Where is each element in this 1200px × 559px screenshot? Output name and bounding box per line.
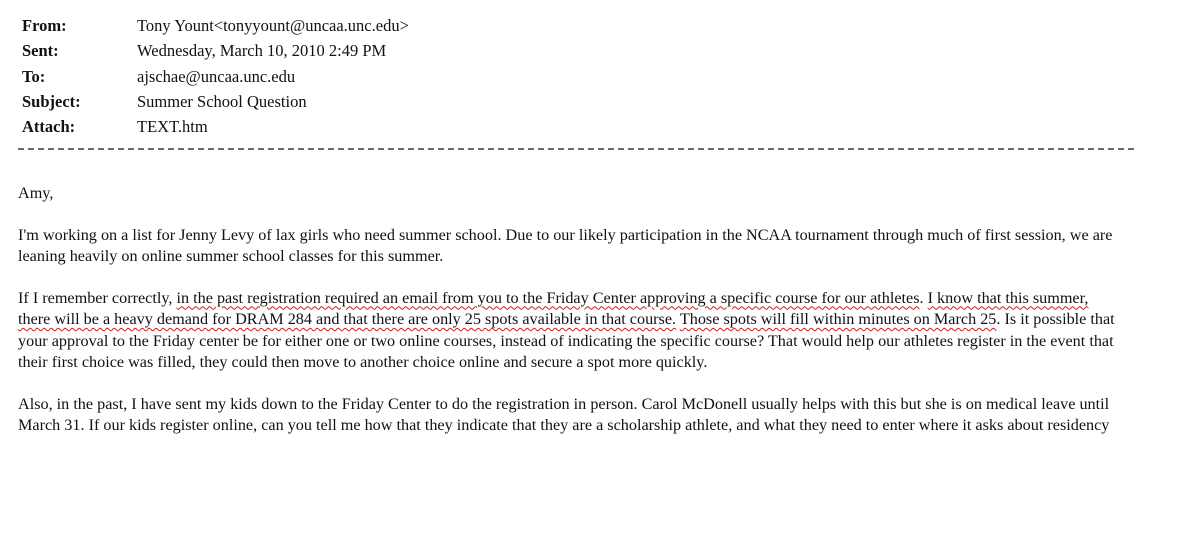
paragraph-3: Also, in the past, I have sent my kids down to the Friday Center to do the registration in person. Carol McDonell usually helps with this but she is on medical leave until March 31. If our kids register online, can you tell me how that they indicate that they are a scholarship athlete, and what they need to enter where it asks about residency xyxy=(18,394,1110,434)
paragraph-2-text-d: . Is it possible that your approval to the Friday center be for either one or two online courses, instead of indicating the specific course? That would help our athletes register in the event that their first choice was filled, they could then move to another choice online and secure a spot more quickly. xyxy=(18,310,1115,371)
greeting: Amy, xyxy=(18,184,54,202)
attach-label: Attach: xyxy=(22,117,76,137)
to-row xyxy=(22,64,409,89)
sent-label: Sent: xyxy=(22,41,59,61)
paragraph-2-text-a: If I remember correctly, xyxy=(18,288,177,307)
from-label: From: xyxy=(22,16,67,35)
subject-row xyxy=(22,89,409,114)
attachment-name: TEXT.htm xyxy=(137,117,208,137)
subject-value: Summer School Question xyxy=(137,91,307,111)
sent-row xyxy=(22,38,409,63)
underlined-text-2: I know that this summer, there will be a heavy demand for DRAM 284 and that there are only 25 spots available in that course. xyxy=(18,288,1089,328)
subject-label: Subject: xyxy=(22,91,81,111)
from-value: Tony Yount<tonyyount@uncaa.unc.edu> xyxy=(137,16,409,35)
from-row xyxy=(22,13,409,38)
paragraph-2 xyxy=(18,288,1118,374)
underlined-text-3: Those spots will fill within minutes on March 25 xyxy=(679,310,997,328)
to-value: ajschae@uncaa.unc.edu xyxy=(137,66,296,86)
paragraph-1: I'm working on a list for Jenny Levy of lax girls who need summer school. Due to our likely participation in the NCAA tournament through much of first session, we are leaning heavily on online summer school classes for this summer. xyxy=(18,225,1113,265)
underlined-text-1: in the past registration required an email from you to the Friday Center approving a specific course for our athletes xyxy=(176,288,920,307)
header-divider xyxy=(18,148,1134,150)
email-header xyxy=(22,13,409,139)
to-label: To: xyxy=(22,66,46,86)
sent-value: Wednesday, March 10, 2010 2:49 PM xyxy=(137,41,387,61)
email-body xyxy=(18,183,1118,457)
attach-row xyxy=(22,114,409,139)
paragraph-2-text-b: . xyxy=(919,288,928,307)
